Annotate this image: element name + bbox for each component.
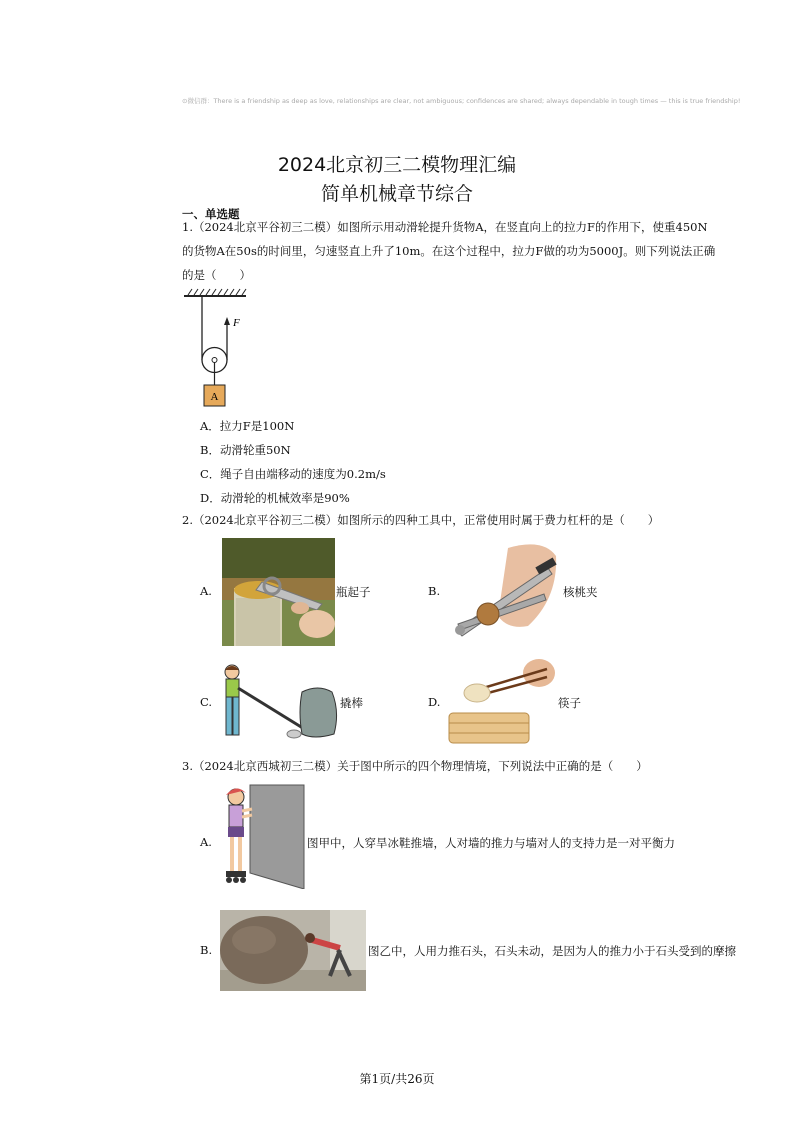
question-1-line-1: 1.（2024北京平谷初三二模）如图所示用动滑轮提升货物A，在竖直向上的拉力F的作用下，使重450N <box>182 220 708 234</box>
force-arrow <box>224 317 230 325</box>
question-2-stem: 2.（2024北京平谷初三二模）如图所示的四种工具中，正常使用时属于费力杠杆的是（ ） <box>182 513 660 527</box>
chopsticks-photo <box>447 655 557 750</box>
bottle-opener-photo <box>222 538 335 646</box>
watermark-text: ⊙微信群：There is a friendship as deep as love, relationships are clear, not ambiguous; confidences are shared; always dependable in tough times — this is true friendship! <box>182 97 741 105</box>
question-1-line-2: 的货物A在50s的时间里，匀速竖直上升了10m。在这个过程中，拉力F做的功为5000J。则下列说法正确 <box>182 244 716 258</box>
page-title: 2024北京初三二模物理汇编 <box>277 154 517 176</box>
nutcracker-photo <box>448 538 560 640</box>
boulder-push-photo <box>220 910 366 991</box>
pulley-axle <box>212 358 217 363</box>
q2-option-d-letter[interactable]: D. <box>428 695 441 709</box>
q2-option-b-caption: 核桃夹 <box>563 585 598 599</box>
q2-option-c-caption: 撬棒 <box>340 696 363 710</box>
question-1-line-3: 的是（ ） <box>182 268 251 282</box>
q2-option-a-caption: 瓶起子 <box>336 585 371 599</box>
q2-option-a-letter[interactable]: A. <box>200 584 212 598</box>
crowbar-illustration <box>218 662 340 742</box>
q2-option-d-caption: 筷子 <box>558 696 581 710</box>
force-label: F <box>233 317 240 329</box>
q1-option-d[interactable]: D．动滑轮的机械效率是90% <box>200 491 350 505</box>
page-subtitle: 简单机械章节综合 <box>320 183 473 205</box>
q3-option-b-caption: 图乙中，人用力推石头，石头未动，是因为人的推力小于石头受到的摩擦 <box>368 944 736 958</box>
q3-option-a-caption: 图甲中，人穿旱冰鞋推墙，人对墙的推力与墙对人的支持力是一对平衡力 <box>307 836 675 850</box>
section-heading: 一、单选题 <box>182 207 240 221</box>
q3-option-b-letter[interactable]: B. <box>200 943 213 957</box>
ceiling-hatch <box>188 289 246 295</box>
question-3-stem: 3.（2024北京西城初三二模）关于图中所示的四个物理情境，下列说法中正确的是（ ） <box>182 759 648 773</box>
q1-option-a[interactable]: A．拉力F是100N <box>200 419 295 433</box>
question-1 <box>182 215 762 287</box>
q3-option-a-letter[interactable]: A. <box>200 835 212 849</box>
page-number: 第1页/共26页 <box>359 1072 435 1086</box>
q2-option-b-letter[interactable]: B. <box>428 584 441 598</box>
roller-skater-figure <box>220 783 306 889</box>
pulley-diagram <box>180 288 260 410</box>
cargo-label: A <box>210 391 219 403</box>
q2-option-c-letter[interactable]: C. <box>200 695 213 709</box>
q1-option-c[interactable]: C．绳子自由端移动的速度为0.2m/s <box>200 467 386 481</box>
q1-option-b[interactable]: B．动滑轮重50N <box>200 443 291 457</box>
